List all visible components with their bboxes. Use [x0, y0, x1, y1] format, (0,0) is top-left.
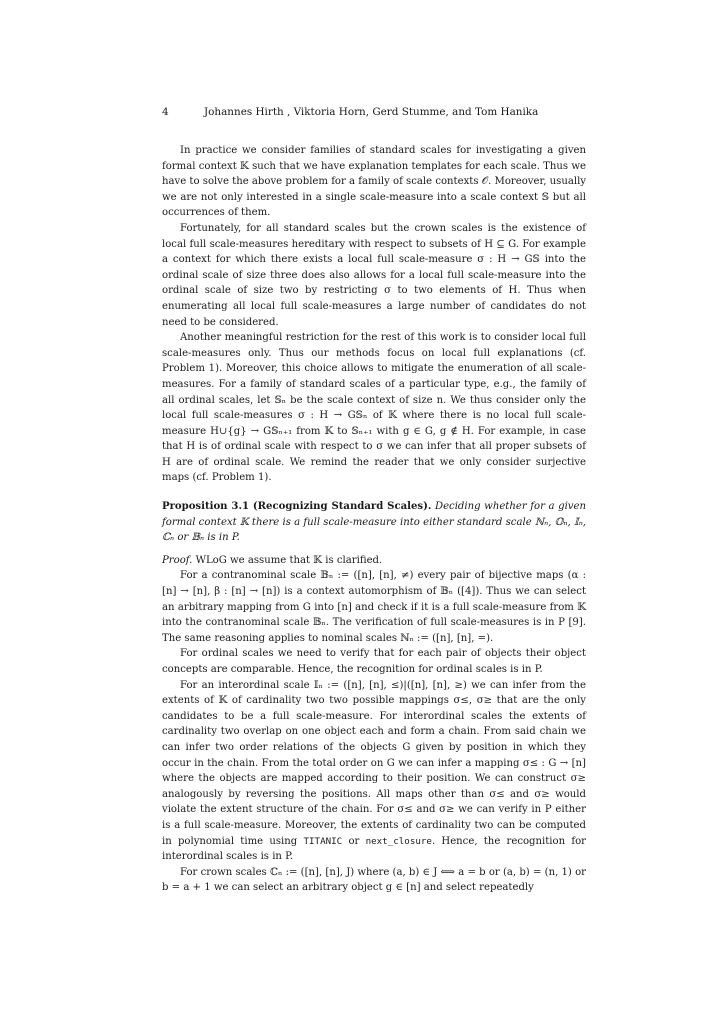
paragraph: In practice we consider families of standard scales for investigating a given formal context 𝕂 such that we have explanation templates for each scale. Thus we have to solve the above problem for a family of scale contexts 𝒪. Moreover, usually we are not only interested in a single scale-measure into a scale context 𝕊 but all occurrences of them.	[162, 145, 586, 219]
running-header-authors: Johannes Hirth , Viktoria Horn, Gerd Stumme, and Tom Hanika	[204, 106, 539, 118]
paper-page	[162, 104, 586, 896]
page-number: 4	[162, 106, 169, 118]
code-next-closure: next_closure	[365, 835, 432, 847]
proposition-3-1	[162, 499, 586, 546]
paragraph: Fortunately, for all standard scales but the crown scales is the existence of local full scale-measures hereditary with respect to subsets of H ⊆ G. For example a context for which there exists a local full scale-measure σ : H → G𝕊 into the ordinal scale of size three does also allows for a local full scale-measure into the ordinal scale of size two by restricting σ to two elements of H. Thus when enumerating all local full scale-measures a large number of candidates do not need to be considered.	[162, 222, 586, 328]
paragraph: Another meaningful restriction for the rest of this work is to consider local full scale-measures only. Thus our methods focus on local full explanations (cf. Problem 1). Moreover, this choice allows to mitigate the enumeration of all scale-measures. For a family of standard scales of a particular type, e.g., the family of all ordinal scales, let 𝕊ₙ be the scale context of size n. We thus consider only the local full scale-measures σ : H → G𝕊ₙ of 𝕂 where there is no local full scale-measure H∪{g} → G𝕊ₙ₊₁ from 𝕂 to 𝕊ₙ₊₁ with g ∈ G, g ∉ H. For example, in case that H is of ordinal scale with respect to σ we can infer that all proper subsets of H are of ordinal scale. We remind the reader that we only consider surjective maps (cf. Problem 1).	[162, 332, 586, 484]
proof-paragraph	[162, 678, 586, 865]
code-titanic: TITANIC	[303, 835, 343, 847]
proof-text: For an interordinal scale 𝕀ₙ := ([n], [n], ≤)|([n], [n], ≥) we can infer from the extents of 𝕂 of cardinality two two possible mappings σ≤, σ≥ that are the only candidates to be a full scale-measure. For interordinal scales the extents of cardinality two overlap on one object each and form a chain. From said chain we can infer two order relations of the objects G given by position in which they occur in the chain. From the total order on G we can infer a mapping σ≤ : G → [n] where the objects are mapped according to their position. We can construct σ≥ analogously by reversing the positions. All maps other than σ≤ and σ≥ would violate the extent structure of the chain. For σ≤ and σ≥ we can verify in P either is a full scale-measure. Moreover, the extents of cardinality two can be computed in polynomial time using	[162, 679, 586, 847]
proof-paragraph: For a contranominal scale 𝔹ₙ := ([n], [n], ≠) every pair of bijective maps (α : [n] → [n], β : [n] → [n]) is a context automorphism of 𝔹ₙ ([4]). Thus we can select an arbitrary mapping from G into [n] and check if it is a full scale-measure from 𝕂 into the contranominal scale 𝔹ₙ. The verification of full scale-measures is in P [9]. The same reasoning applies to nominal scales ℕₙ := ([n], [n], =).	[162, 570, 586, 644]
proof-label: Proof.	[162, 554, 193, 566]
proof-text-end: . Hence, the recognition for interordinal scales is in P.	[162, 835, 586, 863]
proposition-heading: Proposition 3.1 (Recognizing Standard Scales).	[162, 501, 432, 513]
running-header	[162, 104, 586, 120]
proof-text-or: or	[348, 835, 360, 847]
proposition-statement: Deciding whether for a given formal context 𝕂 there is a full scale-measure into either standard scale ℕₙ, 𝕆ₙ, 𝕀ₙ, ℂₙ or 𝔹ₙ is in P.	[162, 501, 586, 544]
proof-opening	[162, 553, 586, 569]
proof-paragraph: For crown scales ℂₙ := ([n], [n], J) where (a, b) ∈ J ⟺ a = b or (a, b) = (n, 1) or b = a + 1 we can select an arbitrary object g ∈ [n] and select repeatedly	[162, 866, 586, 894]
proof-paragraph: For ordinal scales we need to verify that for each pair of objects their object concepts are comparable. Hence, the recognition for ordinal scales is in P.	[162, 648, 586, 675]
proof-intro: WLoG we assume that 𝕂 is clarified.	[195, 554, 383, 566]
body-text	[162, 143, 586, 896]
